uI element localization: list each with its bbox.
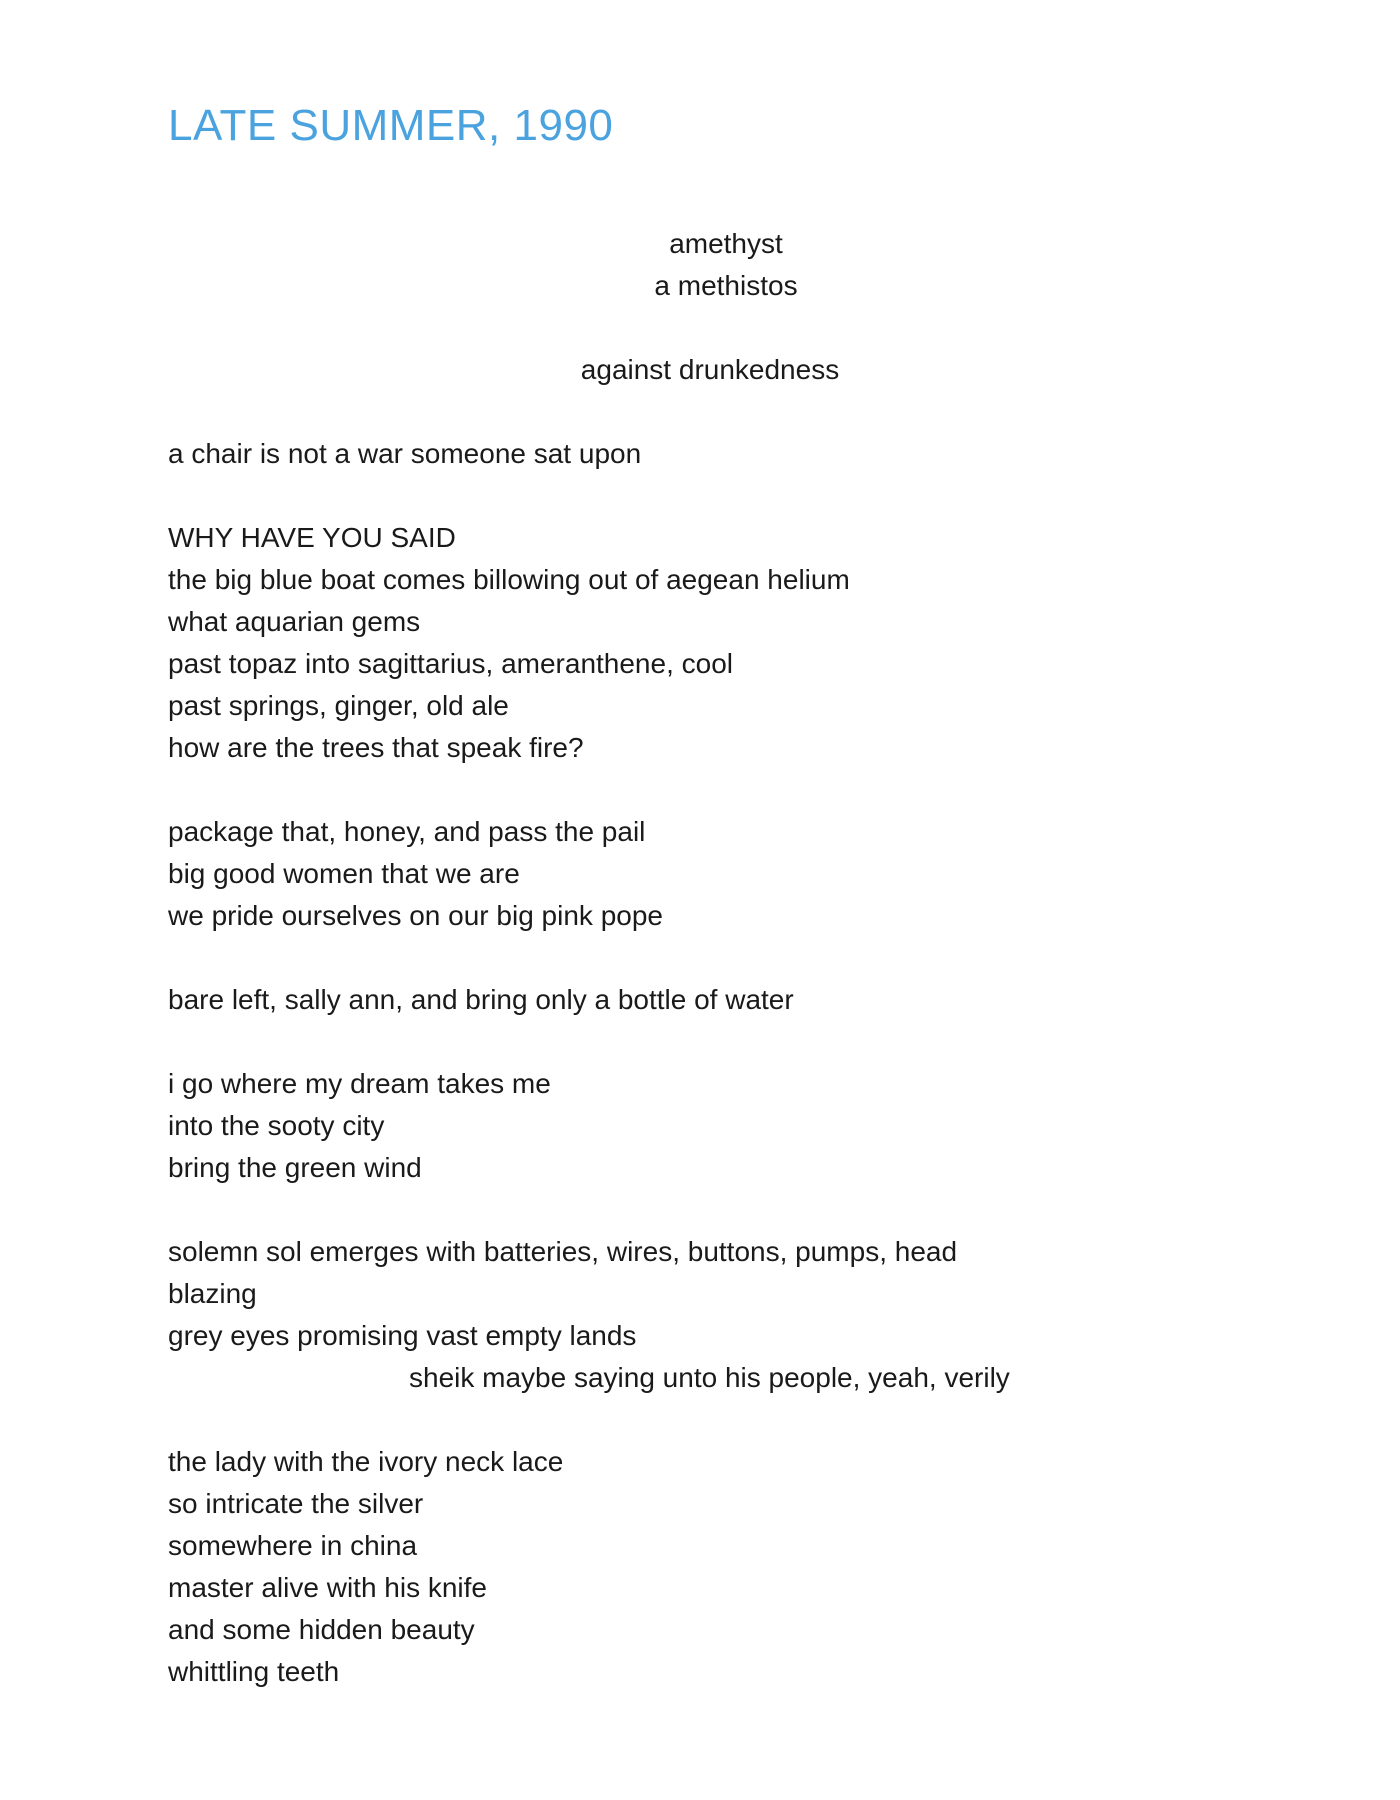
poem-line: grey eyes promising vast empty lands xyxy=(168,1320,637,1351)
poem-line: big good women that we are xyxy=(168,858,520,889)
poem-line: bare left, sally ann, and bring only a bottle of water xyxy=(168,984,794,1015)
poem-line: solemn sol emerges with batteries, wires, buttons, pumps, head xyxy=(168,1236,958,1267)
poem-line: and some hidden beauty xyxy=(168,1614,475,1645)
poem-line: package that, honey, and pass the pail xyxy=(168,816,646,847)
poem-line: master alive with his knife xyxy=(168,1572,488,1603)
poem-line: i go where my dream takes me xyxy=(168,1068,551,1099)
poem-line: the big blue boat comes billowing out of aegean helium xyxy=(168,564,850,595)
epigraph-line-3: against drunkedness xyxy=(580,354,840,385)
poem-line: WHY HAVE YOU SAID xyxy=(168,522,456,553)
poem-line: so intricate the silver xyxy=(168,1488,424,1519)
poem-line-indented: sheik maybe saying unto his people, yeah, verily xyxy=(409,1362,1010,1393)
poem-title: LATE SUMMER, 1990 xyxy=(168,101,614,150)
poem-line: somewhere in china xyxy=(168,1530,418,1561)
poem-line: whittling teeth xyxy=(168,1656,340,1687)
poem-line: a chair is not a war someone sat upon xyxy=(168,438,642,469)
poem-line: bring the green wind xyxy=(168,1152,422,1183)
poem-line: we pride ourselves on our big pink pope xyxy=(168,900,663,931)
poem-line: the lady with the ivory neck lace xyxy=(168,1446,564,1477)
poem-line: blazing xyxy=(168,1278,257,1309)
poem-line: past topaz into sagittarius, ameranthene, cool xyxy=(168,648,734,679)
poem-line: what aquarian gems xyxy=(168,606,421,637)
poem-line: how are the trees that speak fire? xyxy=(168,732,584,763)
poem-line: into the sooty city xyxy=(168,1110,385,1141)
epigraph-line-2: a methistos xyxy=(654,270,798,301)
poem-line: past springs, ginger, old ale xyxy=(168,690,509,721)
epigraph-line-1: amethyst xyxy=(669,228,783,259)
